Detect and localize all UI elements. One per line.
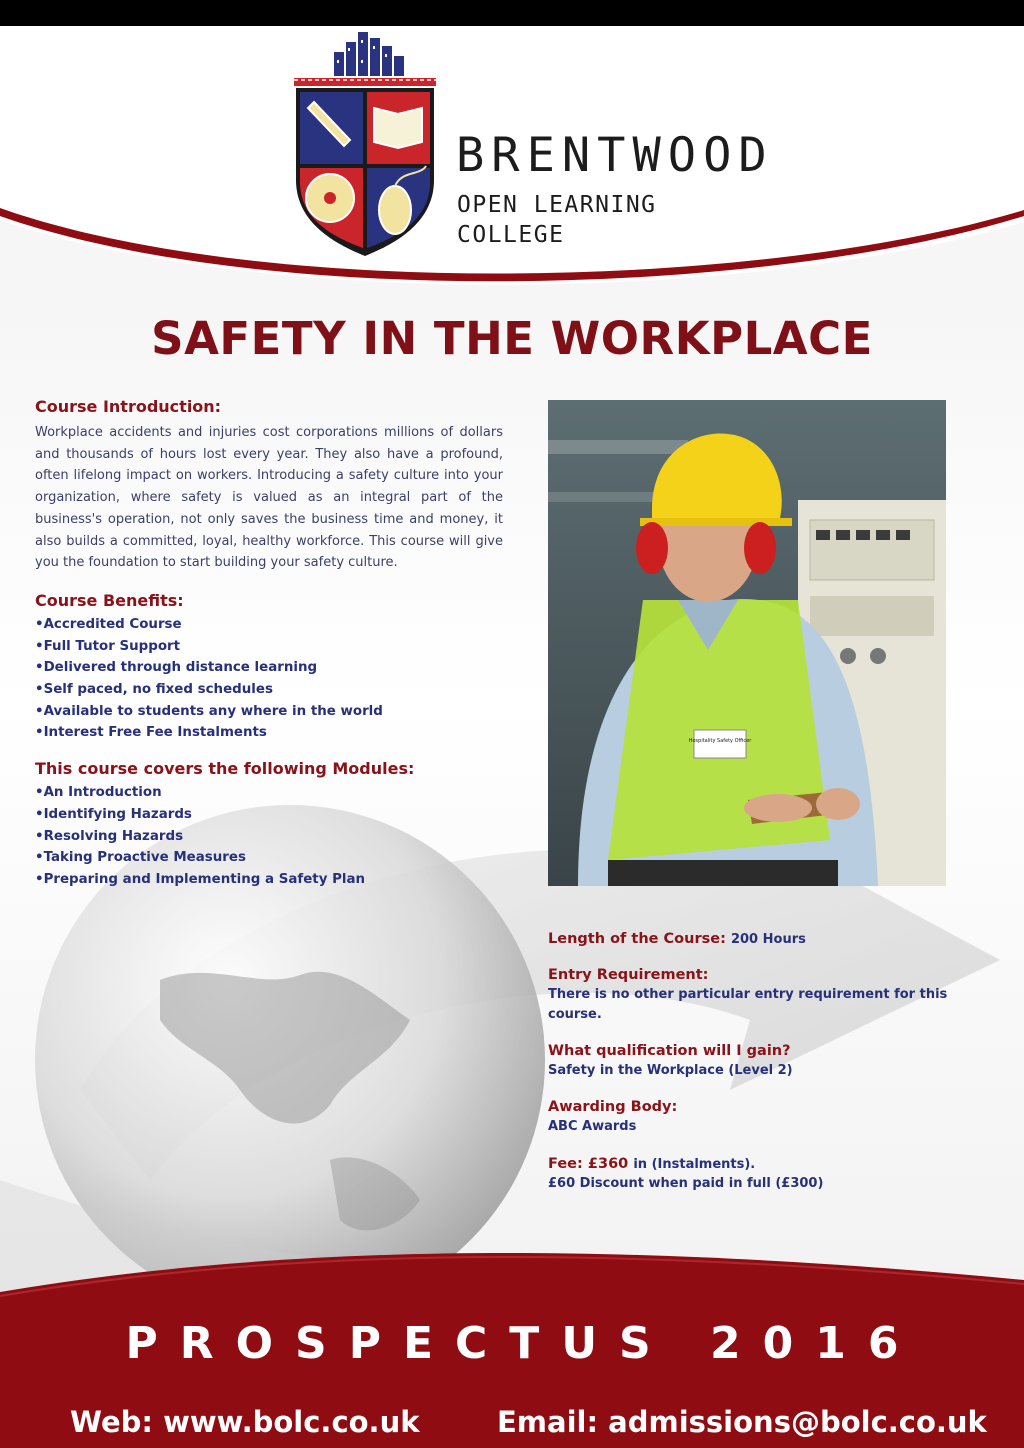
course-info-column — [35, 396, 503, 905]
list-item: • Preparing and Implementing a Safety Plan — [35, 869, 503, 891]
list-item: • Available to students any where in the world — [35, 701, 503, 723]
awarding-label: Awarding Body: — [548, 1099, 678, 1115]
entry-block — [548, 965, 948, 1025]
list-item: • Taking Proactive Measures — [35, 847, 503, 869]
course-details — [548, 928, 948, 1210]
fee-amount: £360 — [587, 1156, 629, 1172]
length-block — [548, 928, 948, 949]
awarding-value: ABC Awards — [548, 1119, 637, 1134]
prospectus-banner: PROSPECTUS 2016 — [125, 1318, 921, 1369]
list-item: • Self paced, no fixed schedules — [35, 679, 503, 701]
brand-name: BRENTWOOD — [456, 128, 774, 183]
awarding-block — [548, 1097, 948, 1137]
worker-photo — [548, 400, 946, 886]
list-item: • Identifying Hazards — [35, 804, 503, 826]
length-value: 200 Hours — [730, 932, 806, 947]
discount-text: £60 Discount when paid in full (£300) — [548, 1176, 824, 1191]
fee-note: in (Instalments). — [633, 1157, 756, 1172]
email-link[interactable]: Email: admissions@bolc.co.uk — [497, 1405, 987, 1439]
website-link[interactable]: Web: www.bolc.co.uk — [70, 1405, 420, 1439]
list-item: • Interest Free Fee Instalments — [35, 722, 503, 744]
top-black-bar — [0, 0, 1024, 26]
qualification-label: What qualification will I gain? — [548, 1043, 791, 1059]
list-item: • Full Tutor Support — [35, 636, 503, 658]
modules-heading: This course covers the following Modules: — [35, 759, 415, 779]
intro-heading: Course Introduction: — [35, 397, 222, 416]
list-item: • Resolving Hazards — [35, 826, 503, 848]
benefits-heading: Course Benefits: — [35, 590, 184, 610]
length-label: Length of the Course: — [548, 931, 726, 947]
fee-block — [548, 1153, 948, 1194]
qualification-block — [548, 1041, 948, 1081]
college-crest-logo — [290, 30, 440, 258]
entry-value: There is no other particular entry requirement for this course. — [548, 987, 948, 1022]
badge-text: Hospitality Safety Officer — [688, 738, 752, 744]
brand-subtitle: OPEN LEARNING COLLEGE — [457, 192, 657, 248]
benefits-list — [35, 614, 503, 744]
modules-list — [35, 782, 503, 891]
entry-label: Entry Requirement: — [548, 967, 709, 983]
intro-paragraph: Workplace accidents and injuries cost corporations millions of dollars and thousands of hours lost every year. They also have a profound, often lifelong impact on workers. Introducing a safety culture into your organization, where safety is valued as an integral part of the business's operation, not only saves the business time and money, it also builds a committed, loyal, healthy workforce. This course will give you the foundation to start building your safety culture. — [35, 425, 503, 571]
list-item: • Delivered through distance learning — [35, 657, 503, 679]
page-title: SAFETY IN THE WORKPLACE — [151, 312, 873, 365]
qualification-value: Safety in the Workplace (Level 2) — [548, 1063, 793, 1078]
fee-label: Fee: — [548, 1156, 583, 1172]
list-item: • Accredited Course — [35, 614, 503, 636]
list-item: • An Introduction — [35, 782, 503, 804]
